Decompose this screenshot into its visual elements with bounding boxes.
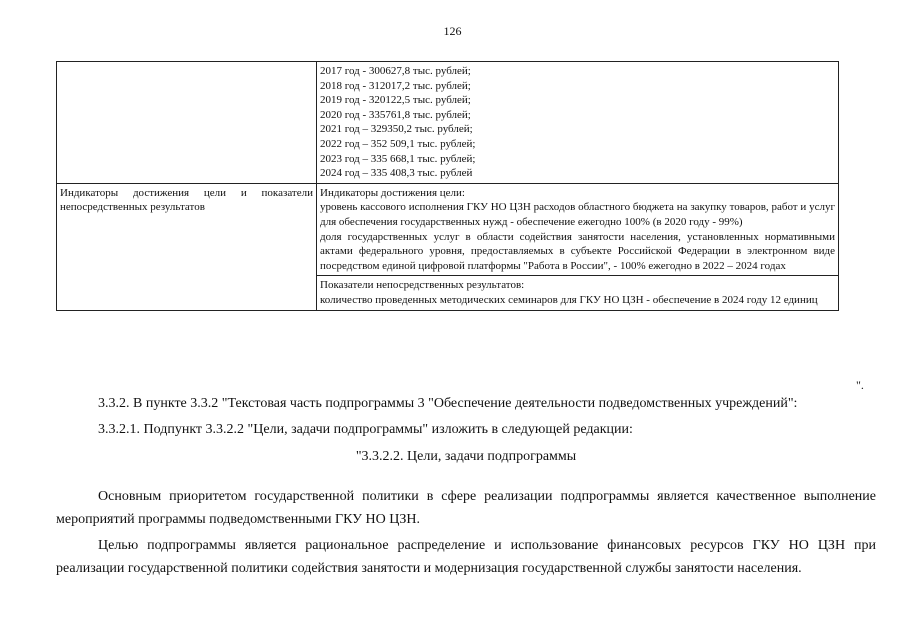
page-number: 126 xyxy=(443,24,462,38)
paragraph-amendment: 3.3.2. В пункте 3.3.2 "Текстовая часть подпрограммы 3 "Обеспечение деятельности подведомственных учреждений": xyxy=(98,396,798,411)
budget-line-2019: 2019 год - 320122,5 тыс. рублей; xyxy=(320,94,471,107)
table-row-financing xyxy=(57,62,839,184)
table-cell-budget xyxy=(317,62,839,184)
results-heading: Показатели непосредственных результатов: xyxy=(320,279,525,292)
table-row-indicators xyxy=(57,183,839,276)
section-heading: "3.3.2.2. Цели, задачи подпрограммы xyxy=(355,449,577,464)
indicators-heading: Индикаторы достижения цели: xyxy=(320,186,465,199)
budget-line-2020: 2020 год - 335761,8 тыс. рублей; xyxy=(320,108,471,121)
budget-line-2023: 2023 год – 335 668,1 тыс. рублей; xyxy=(320,152,476,165)
table-cell-left xyxy=(57,62,317,184)
budget-line-2022: 2022 год – 352 509,1 тыс. рублей; xyxy=(320,137,476,150)
budget-line-2021: 2021 год – 329350,2 тыс. рублей; xyxy=(320,123,473,136)
paragraph-priority: Основным приоритетом государственной политики в сфере реализации подпрограммы является качественное выполнение мероприятий программы подведомственными ГКУ НО ЦЗН. xyxy=(56,489,876,527)
closing-quote: ". xyxy=(856,378,864,392)
budget-line-2024: 2024 год – 335 408,3 тыс. рублей xyxy=(320,167,473,180)
result-item: количество проведенных методических семинаров для ГКУ НО ЦЗН - обеспечение в 2024 году 12 единиц xyxy=(320,293,818,306)
indicator-item: уровень кассового исполнения ГКУ НО ЦЗН расходов областного бюджета на закупку товаров, работ и услуг для обеспечения государственных нужд - обеспечение ежегодно 100% (в 2020 году - 99%) xyxy=(320,201,835,228)
indicator-item: доля государственных услуг в области содействия занятости населения, установленных нормативными актами федерального уровня, предоставляемых в субъекте Российской Федерации в электронном виде посредством единой цифровой платформы "Работа в России", - 100% ежегодно в 2022 – 2024 годах xyxy=(320,230,835,272)
indicators-cell xyxy=(317,183,839,276)
budget-line-2017: 2017 год - 300627,8 тыс. рублей; xyxy=(320,65,471,77)
budget-line-2018: 2018 год - 312017,2 тыс. рублей; xyxy=(320,79,471,92)
results-cell xyxy=(317,276,839,310)
program-passport-table xyxy=(56,61,839,311)
paragraph-goal: Целью подпрограммы является рациональное распределение и использование финансовых ресурсов ГКУ НО ЦЗН при реализации государственной политики содействия занятости и модернизация государственной службы занятости населения. xyxy=(56,538,876,576)
indicators-label-cell: Индикаторы достижения цели и показатели непосредственных результатов xyxy=(57,183,317,310)
paragraph-subitem: 3.3.2.1. Подпункт 3.3.2.2 "Цели, задачи подпрограммы" изложить в следующей редакции: xyxy=(98,422,633,437)
